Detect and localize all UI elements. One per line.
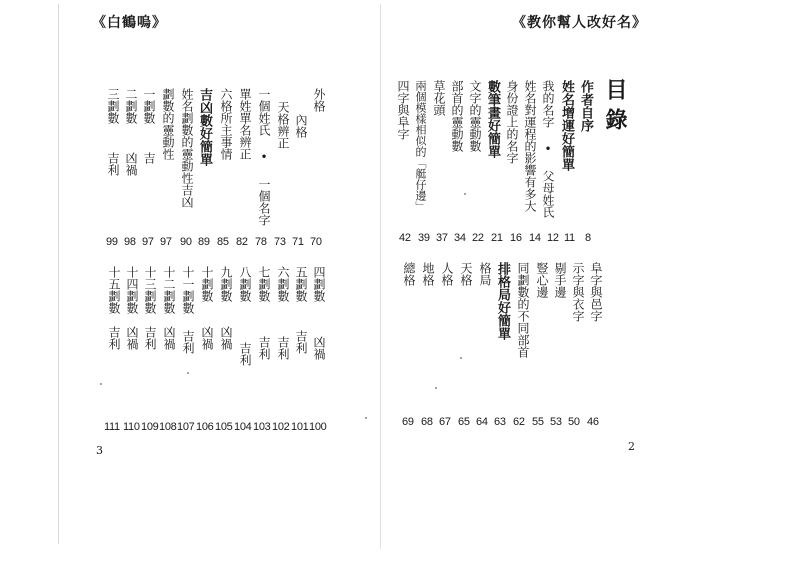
left-page-number: 3 — [96, 444, 103, 457]
toc-label: 天格 — [459, 262, 473, 286]
toc-label: 排格局好簡單 — [495, 262, 510, 340]
toc-page-number: 103 — [253, 421, 271, 433]
toc-page-number: 78 — [255, 236, 267, 248]
toc-page-number: 46 — [587, 416, 599, 428]
toc-page-number: 62 — [513, 416, 525, 428]
toc-page-number: 37 — [436, 232, 448, 244]
gutter-line — [380, 4, 381, 549]
toc-page-number: 67 — [439, 416, 451, 428]
toc-label: 文字的靈動數 — [468, 80, 482, 152]
toc-label: 十五劃數 — [107, 266, 121, 314]
toc-label: 一個姓氏 • 一個名字 — [257, 88, 271, 226]
toc-label: 格局 — [478, 262, 492, 286]
toc-result: 凶禍 — [219, 326, 233, 350]
toc-label: 九劃數 — [219, 266, 233, 302]
toc-page-number: 11 — [564, 232, 575, 244]
toc-label: 天格辨正 — [276, 101, 290, 149]
toc-result: 凶禍 — [312, 336, 326, 360]
toc-page-number: 99 — [106, 236, 118, 248]
toc-label: 我的名字 • 父母姓氏 — [541, 80, 555, 218]
toc-label: 總格 — [402, 262, 416, 286]
toc-page-number: 68 — [421, 416, 433, 428]
toc-label: 十二劃數 — [162, 266, 176, 314]
toc-page-number: 106 — [196, 421, 214, 433]
toc-result: 吉利 — [294, 330, 308, 354]
toc-page-number: 110 — [123, 421, 140, 433]
toc-label: 單姓單名辨正 — [238, 88, 252, 160]
scan-speck — [460, 357, 462, 359]
left-page-edge — [58, 4, 59, 544]
toc-result: 吉利 — [107, 326, 121, 350]
toc-label: 人格 — [440, 262, 454, 286]
toc-label: 內格 — [294, 114, 308, 138]
toc-page-number: 111 — [104, 421, 120, 433]
right-page-header: 《教你幫人改好名》 — [512, 15, 647, 31]
toc-result: 吉利 — [181, 330, 195, 354]
toc-page-number: 100 — [309, 421, 327, 433]
toc-page-number: 90 — [180, 236, 192, 248]
toc-label: 三劃數 — [106, 88, 120, 124]
toc-page-number: 108 — [159, 421, 177, 433]
toc-label: 劃數的靈動性 — [161, 88, 175, 160]
toc-label: 十劃數 — [200, 266, 214, 302]
toc-label: 數筆畫好簡單 — [485, 80, 500, 158]
toc-label: 一劃數 — [142, 88, 156, 124]
toc-page-number: 71 — [292, 236, 304, 248]
toc-page-number: 39 — [418, 232, 430, 244]
toc-page-number: 21 — [491, 232, 503, 244]
toc-label: 部首的靈動數 — [450, 80, 464, 152]
toc-label: 十四劃數 — [125, 266, 139, 314]
toc-label: 兩個模樣相似的「艇仔邊」 — [414, 80, 427, 212]
toc-label: 地格 — [421, 262, 435, 286]
toc-label: 外格 — [312, 88, 326, 112]
toc-result: 凶禍 — [162, 326, 176, 350]
toc-page-number: 42 — [399, 232, 411, 244]
scan-speck — [464, 193, 466, 195]
toc-result: 凶禍 — [124, 152, 138, 176]
toc-label: 十三劃數 — [143, 266, 157, 314]
toc-title: 目錄 — [602, 78, 628, 138]
toc-page-number: 89 — [198, 236, 210, 248]
toc-page-number: 70 — [310, 236, 322, 248]
toc-result: 吉利 — [143, 326, 157, 350]
toc-page-number: 22 — [472, 232, 484, 244]
scan-speck — [100, 383, 102, 385]
toc-label: 草花頭 — [432, 80, 446, 116]
toc-page-number: 101 — [291, 421, 309, 433]
toc-result: 吉 — [142, 152, 156, 164]
toc-page-number: 64 — [476, 416, 488, 428]
toc-label: 剔手邊 — [553, 262, 567, 298]
scan-speck — [435, 387, 437, 389]
scan-speck — [365, 417, 367, 419]
toc-label: 姓名劃數的靈動性吉凶 — [180, 88, 194, 208]
toc-label: 身份證上的名字 — [505, 80, 519, 164]
left-page-header: 《白鶴嗚》 — [92, 15, 167, 31]
toc-result: 吉利 — [257, 336, 271, 360]
toc-label: 阜字與邑字 — [589, 262, 603, 322]
toc-page-number: 55 — [532, 416, 544, 428]
scan-speck — [187, 372, 189, 374]
toc-result: 吉利 — [106, 152, 120, 176]
toc-page-number: 14 — [529, 232, 541, 244]
toc-page-number: 12 — [547, 232, 559, 244]
toc-result: 吉利 — [238, 342, 252, 366]
toc-page-number: 65 — [458, 416, 470, 428]
right-page-number: 2 — [628, 440, 635, 453]
toc-page-number: 8 — [585, 232, 591, 244]
toc-page-number: 102 — [272, 421, 290, 433]
toc-label: 十一劃數 — [181, 266, 195, 314]
toc-page-number: 104 — [234, 421, 252, 433]
toc-label: 五劃數 — [294, 266, 308, 302]
toc-label: 吉凶數好簡單 — [197, 88, 212, 166]
toc-label: 四劃數 — [312, 266, 326, 302]
toc-label: 六格所主事情 — [219, 88, 233, 160]
toc-label: 豎心邊 — [535, 262, 549, 298]
toc-page-number: 53 — [550, 416, 562, 428]
toc-label: 八劃數 — [238, 266, 252, 302]
toc-label: 七劃數 — [257, 266, 271, 302]
toc-label: 二劃數 — [124, 88, 138, 124]
toc-label: 同劃數的不同部首 — [516, 262, 530, 358]
toc-label: 四字與阜字 — [396, 80, 410, 140]
toc-label: 作者自序 — [578, 80, 593, 132]
toc-label: 示字與衣字 — [571, 262, 585, 322]
toc-page-number: 85 — [217, 236, 229, 248]
toc-result: 吉利 — [276, 336, 290, 360]
toc-page-number: 107 — [177, 421, 195, 433]
toc-page-number: 97 — [142, 236, 154, 248]
toc-label: 六劃數 — [276, 266, 290, 302]
toc-result: 凶禍 — [125, 326, 139, 350]
toc-label: 姓名對運程的影響有多大 — [523, 80, 537, 212]
toc-page-number: 16 — [510, 232, 522, 244]
toc-label: 姓名增運好簡單 — [559, 80, 574, 171]
toc-page-number: 109 — [141, 421, 159, 433]
toc-page-number: 34 — [454, 232, 466, 244]
toc-result: 凶禍 — [200, 326, 214, 350]
toc-page-number: 82 — [236, 236, 248, 248]
toc-page-number: 50 — [568, 416, 580, 428]
toc-page-number: 63 — [494, 416, 506, 428]
toc-page-number: 98 — [124, 236, 136, 248]
toc-page-number: 97 — [160, 236, 172, 248]
toc-page-number: 73 — [274, 236, 286, 248]
toc-page-number: 69 — [402, 416, 414, 428]
toc-page-number: 105 — [215, 421, 233, 433]
